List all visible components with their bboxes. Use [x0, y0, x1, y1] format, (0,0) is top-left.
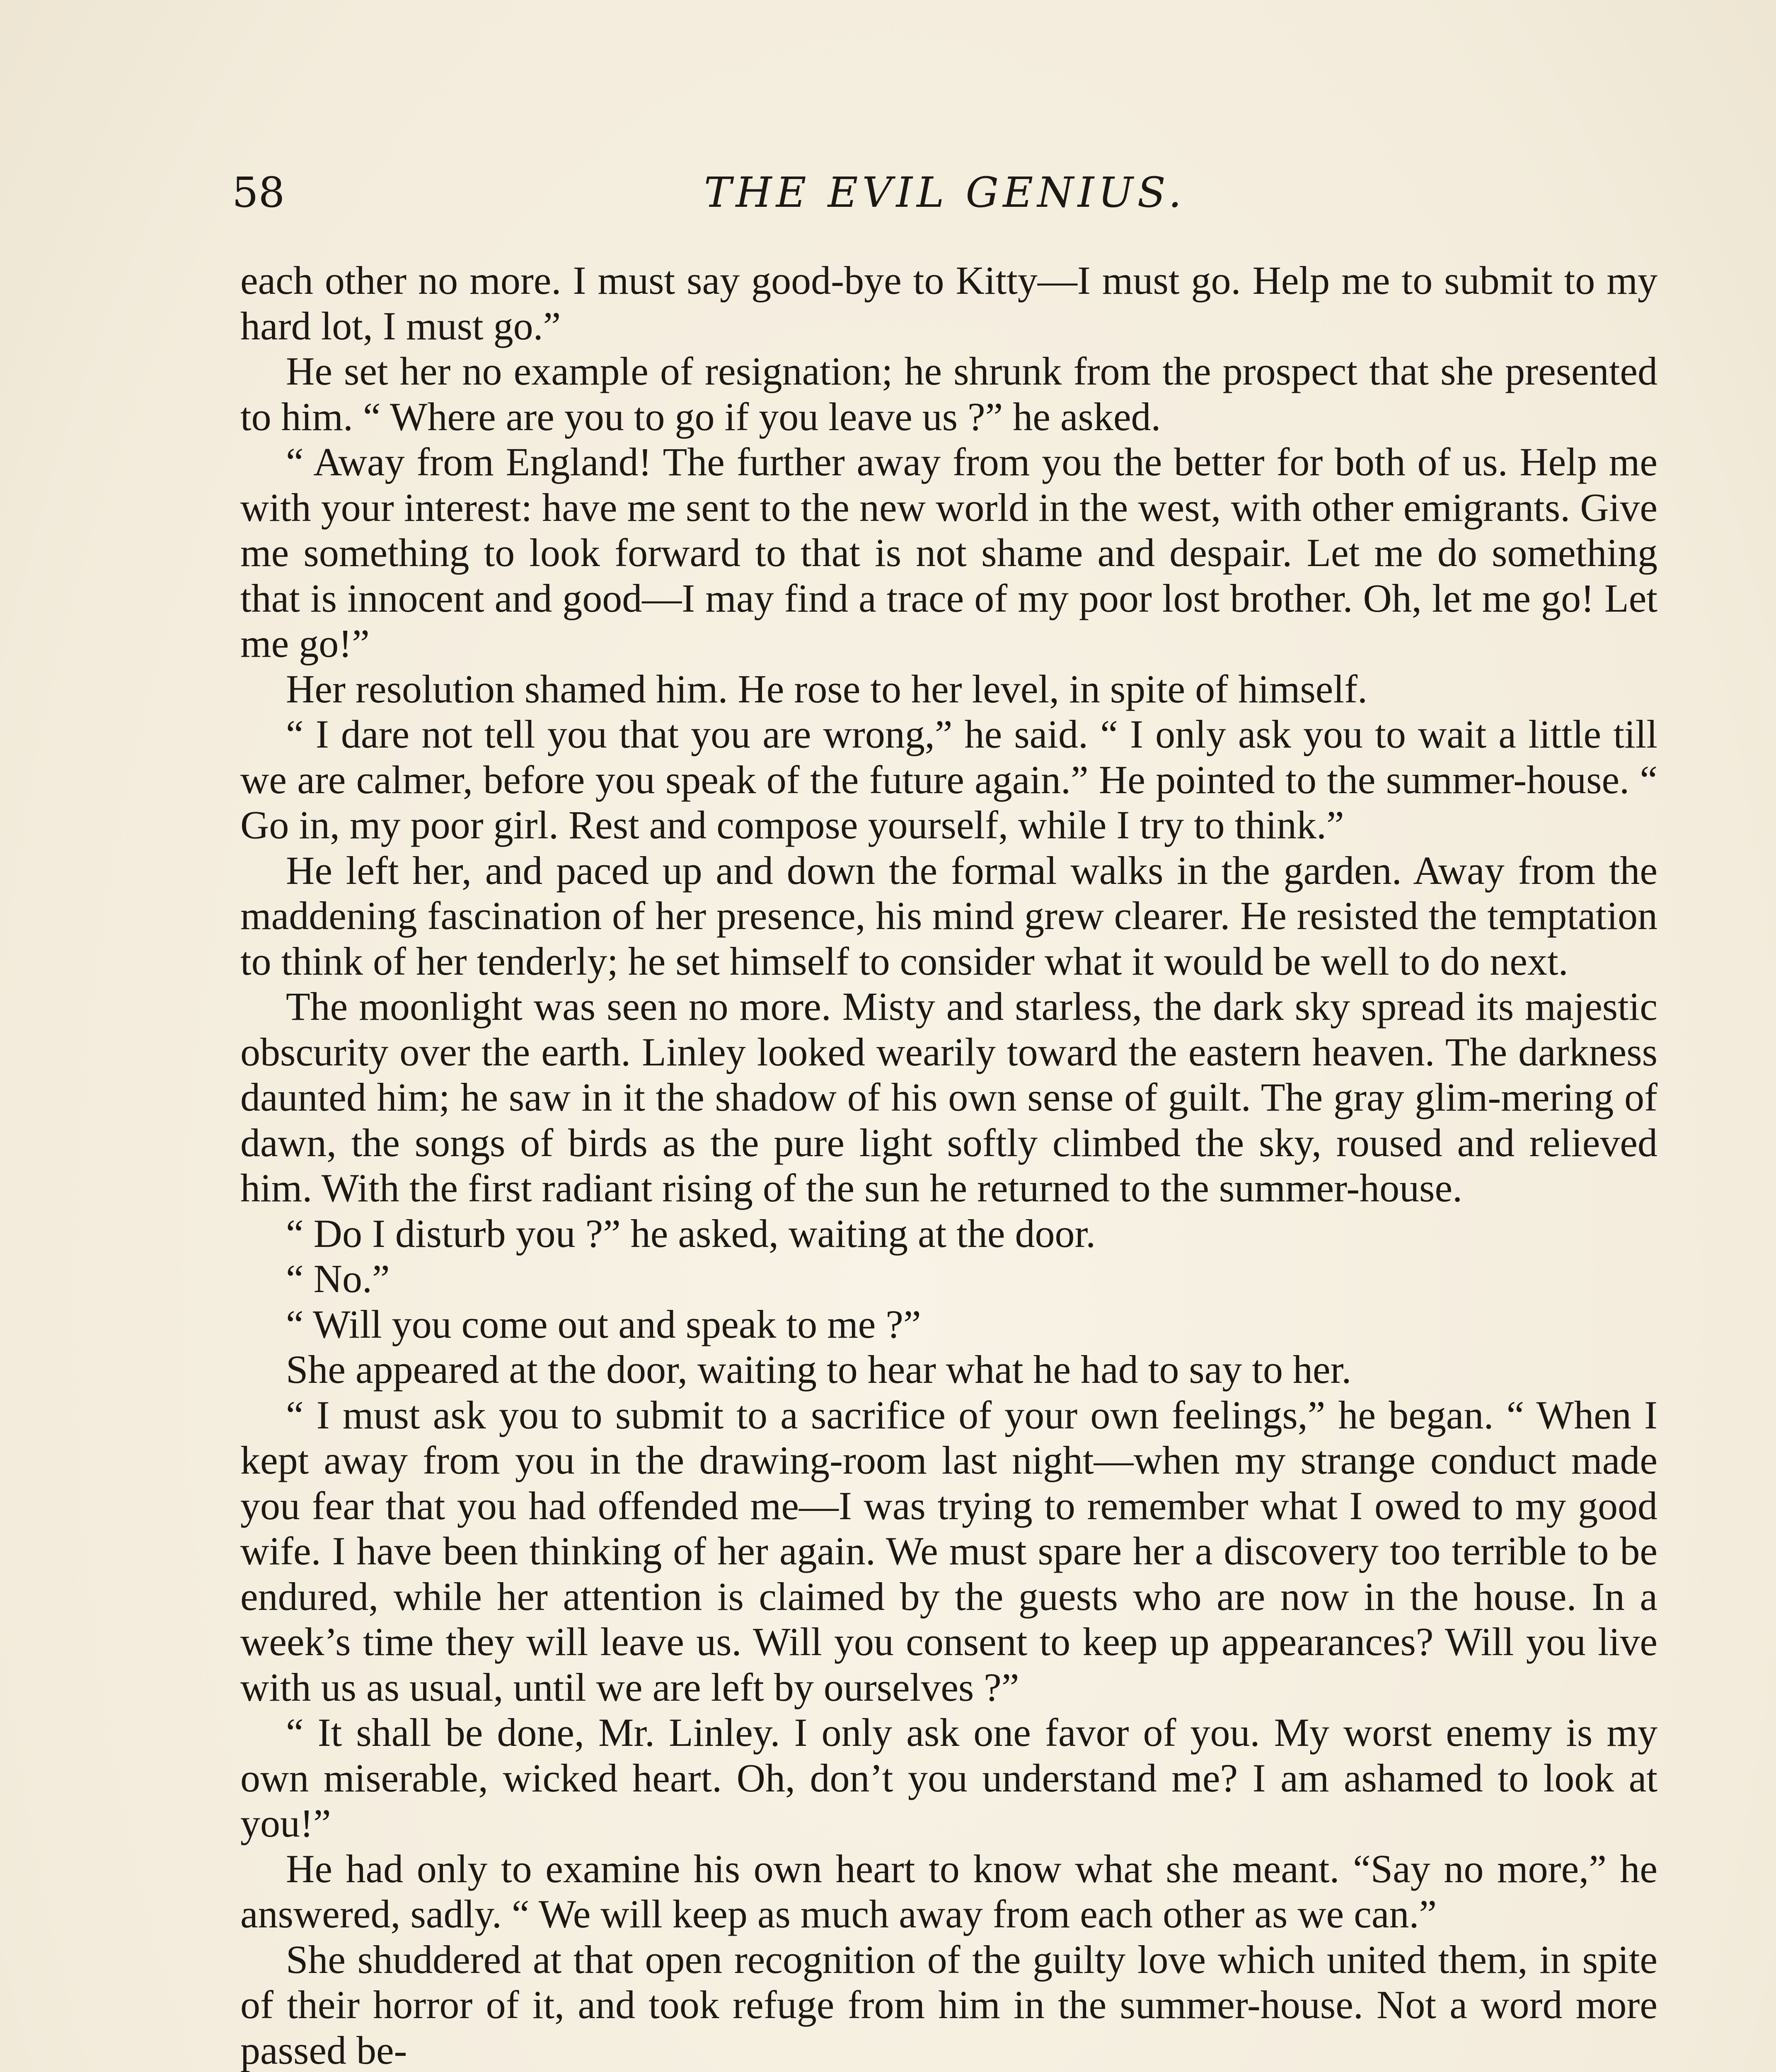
- paragraph: “ Will you come out and speak to me ?”: [286, 1302, 921, 1346]
- paragraph: He had only to examine his own heart to know what she meant. “Say no more,” he answered, sadly. “ We will keep as much away from each other as we can.”: [240, 1846, 1657, 1936]
- paragraph: She shuddered at that open recognition of the guilty love which united them, in spite of their horror of it, and took refuge from him in the summer-house. Not a word more passed be-: [240, 1937, 1657, 2072]
- page-header: [232, 164, 1657, 222]
- body-text: [240, 258, 1657, 2072]
- paragraph: “ I must ask you to submit to a sacrifice of your own feelings,” he began. “ When I kept away from you in the drawing-room last night—when my strange conduct made you fear that you had offended me—I was trying to remember what I owed to my good wife. I have been thinking of her again. We must spare her a discovery too terrible to be endured, while her attention is claimed by the guests who are now in the house. In a week’s time they will leave us. Will you consent to keep up appearances? Will you live with us as usual, until we are left by ourselves ?”: [240, 1392, 1657, 1709]
- page-number: 58: [232, 168, 285, 217]
- paragraph: She appeared at the door, waiting to hear what he had to say to her.: [286, 1347, 1352, 1392]
- paragraph: “ Away from England! The further away from you the better for both of us. Help me with your interest: have me sent to the new world in the west, with other emigrants. Give me something to look forward to that is not shame and despair. Let me do something that is innocent and good—I may find a trace of my poor lost brother. Oh, let me go! Let me go!”: [240, 440, 1657, 666]
- paragraph: “ It shall be done, Mr. Linley. I only ask one favor of you. My worst enemy is my own miserable, wicked heart. Oh, don’t you understand me? I am ashamed to look at you!”: [240, 1710, 1657, 1845]
- paragraph: Her resolution shamed him. He rose to her level, in spite of himself.: [286, 666, 1368, 711]
- paragraph: He set her no example of resignation; he shrunk from the prospect that she presented to him. “ Where are you to go if you leave us ?” he asked.: [240, 349, 1657, 439]
- paragraph: “ Do I disturb you ?” he asked, waiting at the door.: [286, 1211, 1096, 1256]
- paragraph: “ No.”: [286, 1256, 390, 1301]
- paragraph: The moonlight was seen no more. Misty and starless, the dark sky spread its majestic obscurity over the earth. Linley looked wearily toward the eastern heaven. The darkness daunted him; he saw in it the shadow of his own sense of guilt. The gray glim-mering of dawn, the songs of birds as the pure light softly climbed the sky, roused and relieved him. With the first radiant rising of the sun he returned to the summer-house.: [240, 984, 1657, 1210]
- paragraph: each other no more. I must say good-bye to Kitty—I must go. Help me to submit to my hard lot, I must go.”: [240, 258, 1657, 348]
- paragraph: He left her, and paced up and down the formal walks in the garden. Away from the maddening fascination of her presence, his mind grew clearer. He resisted the temptation to think of her tenderly; he set himself to consider what it would be well to do next.: [240, 848, 1657, 983]
- paragraph: “ I dare not tell you that you are wrong,” he said. “ I only ask you to wait a little till we are calmer, before you speak of the future again.” He pointed to the summer-house. “ Go in, my poor girl. Rest and compose yourself, while I try to think.”: [240, 712, 1657, 847]
- running-head: THE EVIL GENIUS.: [704, 168, 1186, 217]
